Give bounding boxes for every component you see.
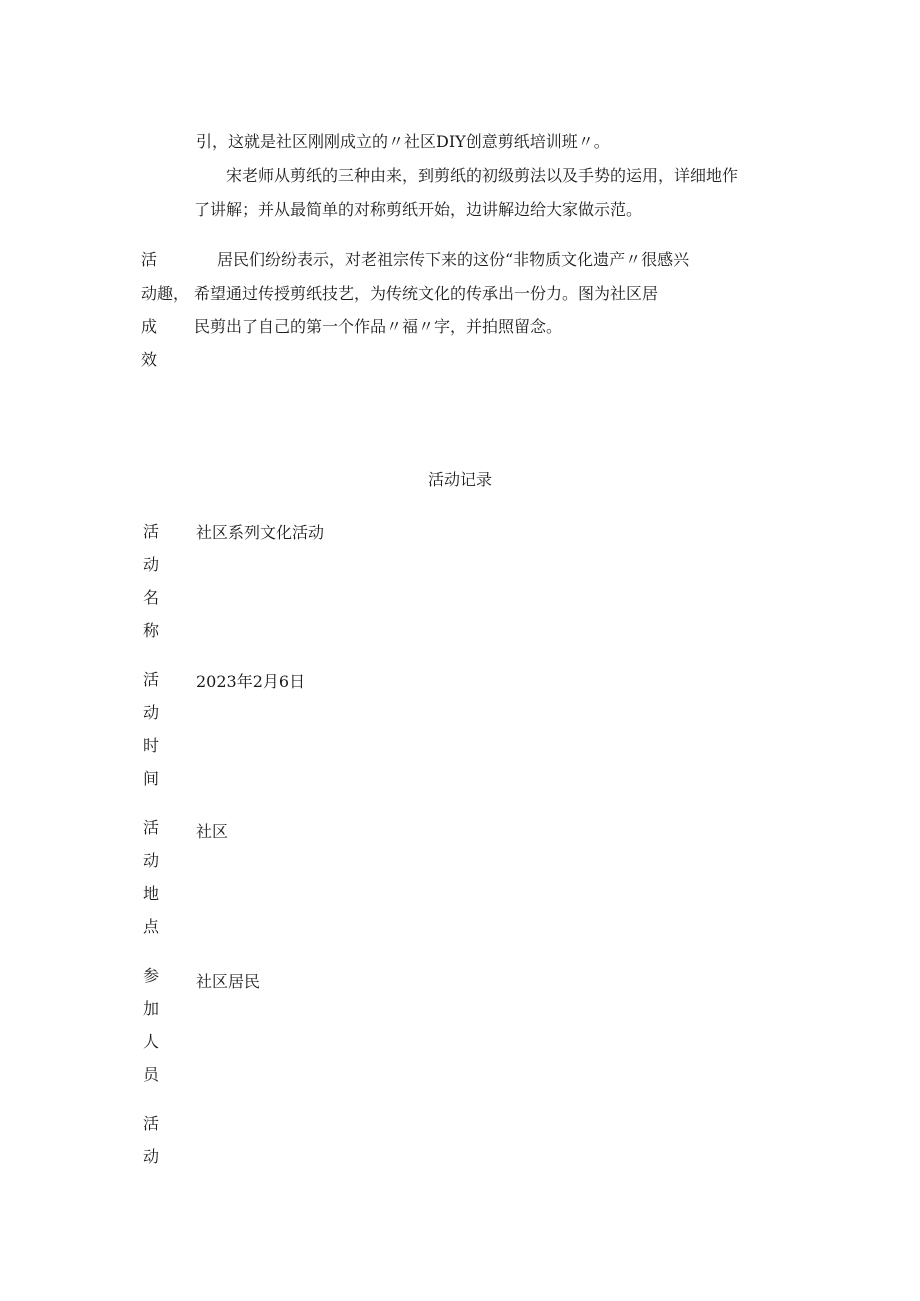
record-label-char: 点: [143, 917, 160, 936]
record-label-char: 加: [143, 999, 160, 1018]
record-value-participants: 社区居民: [196, 972, 261, 991]
record-label-char: 参: [143, 966, 160, 985]
record-label-char: 活: [143, 522, 160, 541]
record-label-char: 动: [143, 703, 160, 722]
record-label-char: 活: [143, 1114, 160, 1133]
record-value-location: 社区: [196, 822, 229, 841]
effect-paragraph-line-1: 居民们纷纷表示，对老祖宗传下来的这份“非物质文化遗产〃很感兴: [217, 250, 690, 269]
record-label-char: 员: [143, 1065, 160, 1084]
record-label-char: 称: [143, 621, 160, 640]
record-label-char: 时: [143, 736, 160, 755]
record-label-char: 地: [143, 884, 160, 903]
effect-paragraph-line-3: 民剪出了自己的第一个作品〃福〃字，并拍照留念。: [194, 317, 563, 336]
effect-paragraph-line-2: 希望通过传授剪纸技艺，为传统文化的传承出一份力。图为社区居: [194, 284, 659, 303]
record-label-char: 人: [143, 1032, 160, 1051]
record-title: 活动记录: [427, 470, 492, 489]
top-paragraph-line-3: 了讲解；并从最简单的对称剪纸开始，边讲解边给大家做示范。: [194, 200, 643, 219]
record-value-name: 社区系列文化活动: [196, 523, 325, 542]
effect-label-char: 效: [141, 350, 158, 369]
top-paragraph-line-2: 宋老师从剪纸的三种由来，到剪纸的初级剪法以及手势的运用，详细地作: [226, 166, 739, 185]
record-label-char: 动: [143, 555, 160, 574]
record-value-time: 2023年2月6日: [196, 672, 306, 691]
record-label-char: 活: [143, 670, 160, 689]
record-label-char: 名: [143, 588, 160, 607]
effect-label-char: 成: [141, 317, 158, 336]
top-paragraph-line-1: 引，这就是社区刚刚成立的〃社区DIY创意剪纸培训班〃。: [196, 132, 610, 151]
record-label-char: 动: [143, 851, 160, 870]
effect-label-char: 动趣，: [141, 284, 190, 303]
record-label-char: 活: [143, 818, 160, 837]
record-label-char: 间: [143, 769, 160, 788]
effect-label-char: 活: [141, 250, 158, 269]
record-label-char: 动: [143, 1147, 160, 1166]
